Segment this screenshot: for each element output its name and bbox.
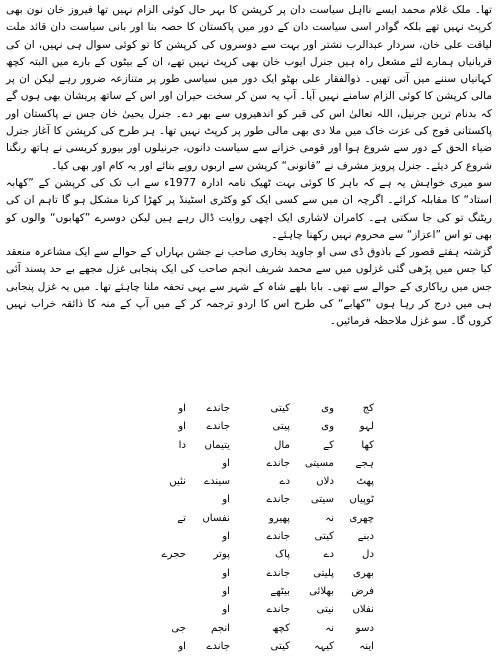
poem-line: ٹوپیاں سیتی جاندے او — [222, 494, 374, 506]
poem-line: کھا کے مال یتیماں دا — [178, 439, 374, 451]
poem-line: نفلاں نیتی جاندے او — [222, 604, 374, 616]
poem-line: اینہ کیہہ کیتی جاندے او — [178, 640, 374, 652]
paragraph-khaba-contest: سو میری خواہش یہ ہے کہ باہر کا کوئی بہت ٹھیک نامہ ادارہ 1977ء سے اب تک کی کرپشن کے ”کھابہ استاد“ کا مقابلہ کرائے۔ اگرچہ ان میں سے کسی ایک کو وکٹری اسٹینڈ پر کھڑا کرنا مشکل ہو گا تاہم ان کی ریٹنگ تو کی جا سکتی ہے۔ کامران لاشاری ایک اچھی روایت ڈال رہے ہیں لیکن دوسرے ”کھابوں“ والوں کو بھی تو اس ”اعزاز“ سے محروم نہیں رکھنا چاہئے۔ — [6, 176, 492, 241]
paragraph-corruption-history: تھا۔ ملک غلام محمد ایسے نااہل سیاست دان پر کرپشن کا بہر حال کوئی الزام نہیں تھا فیروز خان نون بھی کرپٹ نہیں تھے بلکہ گوادر اسی سیاست دان کے دور میں پاکستان کا حصہ بنا اور بانی سیاست دان قائد ملت لیاقت علی خان، سردار عبدالرب نشتر اور بہت سے دوسروں کی کرپشن کا تو کوئی سوال ہی نہیں، ان کی قربانیاں ہمارے لئے مشعل راہ ہیں جنرل ایوب خان بھی کرپٹ نہیں تھے، ان کے بیٹوں کے بارے میں البتہ کچھ کہانیاں سننے میں آتی تھیں۔ ذوالفقار علی بھٹو ایک دور میں سیاسی طور پر متنازعہ ضرور رہے لیکن ان پر مالی کرپشن کا کوئی الزام سامنے نہیں آیا۔ آپ یہ سن کر سخت حیران اور اس کے ساتھ پریشان بھی ہوں گے کہ بدنام ترین جرنیل، اللہ تعالیٰ اس کی قبر کو اندھیروں سے بھر دے۔ جنرل یحییٰ خان جس نے پاکستان اور پاکستانی فوج کی عزت خاک میں ملا دی بھی مالی طور پر کرپٹ نہیں تھا۔ ہر طرح کی کرپشن کا آغاز جنرل ضیاء الحق کے دور سے شروع ہوا اور قومی خزانے سے سیاست دانوں، جرنیلوں اور بیورو کریسی نے ہاتھ رنگنا شروع کر دیئے۔ جنرل پرویز مشرف نے ”قانونی“ کرپشن سے اربوں روپے بنائے اور یہ کام اور بھی کیا۔ — [6, 4, 492, 172]
paragraph-mushaira: گزشتہ ہفتے قصور کے باذوق ڈی سی او جاوید بخاری صاحب نے جشن بہاراں کے حوالے سے ایک مشاعرہ منعقد کیا جس میں پڑھی گئی غزلوں میں سے محمد شریف انجم صاحب کی ایک پنجابی غزل مجھے بے حد پسند آئی جس میں ریاکاری کے حوالے سے تھی۔ بابا بلھے شاہ کے شہر سے یہی تحفہ ملنا چاہئے تھا۔ میں یہ غزل پنجابی ہی میں درج کر رہا ہوں ”کھابے“ کی طرح اس کا اردو ترجمہ کر کے میں آپ کے منہ کا ذائقہ خراب نہیں کروں گا۔ سو غزل ملاحظہ فرمائیں۔ — [6, 246, 492, 328]
poem-line: پھٹ دلاں دے سیندے نئیں — [169, 476, 374, 488]
poem-line: دسو نہ کچھ انجم جی — [171, 622, 374, 634]
poem-line: لہو وی پیتی جاندے او — [178, 421, 374, 433]
poem-line: بھری پلیتی جاندے او — [222, 567, 374, 579]
poem-line: کج وی کیتی جاندے او — [178, 403, 374, 414]
punjabi-ghazal — [0, 400, 498, 656]
poem-line: دبنے کیتی جاندے او — [222, 531, 374, 543]
poem-line: فرض بھلائی بیٹھے او — [222, 585, 374, 597]
poem-line: دل دے پاک پوتر حجرے — [161, 549, 374, 561]
poem-line: چھری نہ پھیرو نفساں تے — [177, 512, 374, 524]
column-prose — [6, 2, 492, 331]
poem-line: ہجے مسیتی جاندے او — [222, 457, 374, 469]
